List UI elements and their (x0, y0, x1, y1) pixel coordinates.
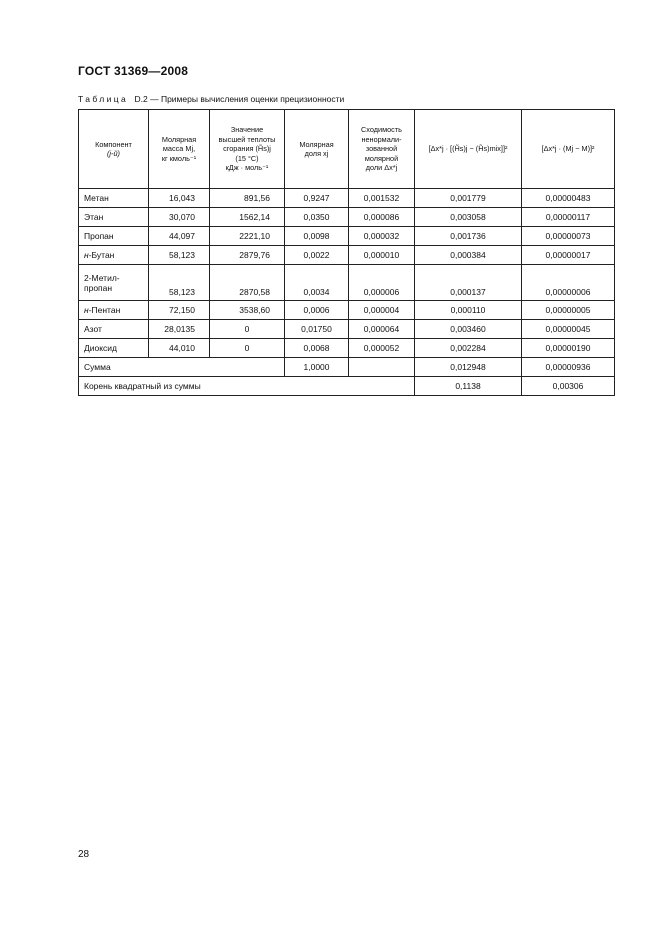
mass-deviation: 0,00000117 (522, 208, 615, 227)
heat-value: 1562,14 (210, 208, 285, 227)
heat-deviation: 0,003460 (415, 320, 522, 339)
molar-mass: 30,070 (149, 208, 210, 227)
root-label: Корень квадратный из суммы (79, 377, 415, 396)
molar-mass: 44,097 (149, 227, 210, 246)
mass-deviation: 0,00000017 (522, 246, 615, 265)
convergence: 0,000010 (349, 246, 415, 265)
convergence: 0,000006 (349, 265, 415, 301)
mass-deviation: 0,00000190 (522, 339, 615, 358)
table-row (79, 339, 615, 358)
table-caption (78, 94, 344, 104)
mass-deviation: 0,00000006 (522, 265, 615, 301)
sum-mass-deviation: 0,00000936 (522, 358, 615, 377)
mass-deviation: 0,00000005 (522, 301, 615, 320)
page-number: 28 (78, 849, 90, 860)
table-row (79, 227, 615, 246)
heat-value: 891,56 (210, 189, 285, 208)
component-name: н-Пентан (79, 301, 149, 320)
heat-deviation: 0,000110 (415, 301, 522, 320)
table-header-row (79, 110, 615, 189)
table-row (79, 208, 615, 227)
heat-value: 2221,10 (210, 227, 285, 246)
heat-value: 0 (210, 320, 285, 339)
header-molar-fraction: Молярная доля xj (285, 110, 349, 189)
standard-title: ГОСТ 31369—2008 (78, 64, 189, 78)
sum-empty (349, 358, 415, 377)
header-component: Компонент (j-й) (79, 110, 149, 189)
heat-deviation: 0,001779 (415, 189, 522, 208)
sum-heat-deviation: 0,012948 (415, 358, 522, 377)
component-name: Пропан (79, 227, 149, 246)
convergence: 0,000064 (349, 320, 415, 339)
table-row (79, 301, 615, 320)
component-name: Азот (79, 320, 149, 339)
header-molar-mass: Молярная масса Mj, кг кмоль⁻¹ (149, 110, 210, 189)
molar-mass: 58,123 (149, 265, 210, 301)
heat-value: 0 (210, 339, 285, 358)
molar-fraction: 0,0022 (285, 246, 349, 265)
header-convergence: Сходимость ненормали- зованной молярной доли Δx*j (349, 110, 415, 189)
convergence: 0,000052 (349, 339, 415, 358)
sum-label: Сумма (79, 358, 285, 377)
heat-deviation: 0,000137 (415, 265, 522, 301)
molar-fraction: 0,9247 (285, 189, 349, 208)
molar-fraction: 0,01750 (285, 320, 349, 339)
component-name: Диоксид (79, 339, 149, 358)
molar-mass: 16,043 (149, 189, 210, 208)
convergence: 0,001532 (349, 189, 415, 208)
heat-deviation: 0,000384 (415, 246, 522, 265)
sum-fraction: 1,0000 (285, 358, 349, 377)
mass-deviation: 0,00000483 (522, 189, 615, 208)
table-row (79, 320, 615, 339)
convergence: 0,000004 (349, 301, 415, 320)
molar-mass: 58,123 (149, 246, 210, 265)
convergence: 0,000032 (349, 227, 415, 246)
component-name: н-Бутан (79, 246, 149, 265)
molar-fraction: 0,0098 (285, 227, 349, 246)
heat-value: 2870,58 (210, 265, 285, 301)
header-mass-deviation-squared: [Δx*j · (Mj − M)]² (522, 110, 615, 189)
molar-fraction: 0,0350 (285, 208, 349, 227)
precision-table (78, 109, 615, 396)
table-row (79, 265, 615, 301)
heat-value: 2879,76 (210, 246, 285, 265)
caption-text: D.2 — Примеры вычисления оценки прецизионности (134, 94, 345, 104)
molar-mass: 44,010 (149, 339, 210, 358)
caption-prefix: Таблица (78, 94, 129, 104)
heat-deviation: 0,002284 (415, 339, 522, 358)
molar-mass: 28,0135 (149, 320, 210, 339)
heat-deviation: 0,003058 (415, 208, 522, 227)
header-heat-deviation-squared: [Δx*j · [(H̃s)j − (H̃s)mix]]² (415, 110, 522, 189)
root-row (79, 377, 615, 396)
mass-deviation: 0,00000045 (522, 320, 615, 339)
molar-fraction: 0,0034 (285, 265, 349, 301)
heat-deviation: 0,001736 (415, 227, 522, 246)
table-row (79, 189, 615, 208)
molar-fraction: 0,0068 (285, 339, 349, 358)
root-mass-deviation: 0,00306 (522, 377, 615, 396)
component-name: Этан (79, 208, 149, 227)
table-row (79, 246, 615, 265)
component-name: Метан (79, 189, 149, 208)
molar-mass: 72,150 (149, 301, 210, 320)
heat-value: 3538,60 (210, 301, 285, 320)
mass-deviation: 0,00000073 (522, 227, 615, 246)
convergence: 0,000086 (349, 208, 415, 227)
component-name: 2-Метил- пропан (79, 265, 149, 301)
header-heat-of-combustion: Значение высшей теплоты сгорания (H̃s)j (15 °С) кДж · моль⁻¹ (210, 110, 285, 189)
molar-fraction: 0,0006 (285, 301, 349, 320)
root-heat-deviation: 0,1138 (415, 377, 522, 396)
sum-row (79, 358, 615, 377)
